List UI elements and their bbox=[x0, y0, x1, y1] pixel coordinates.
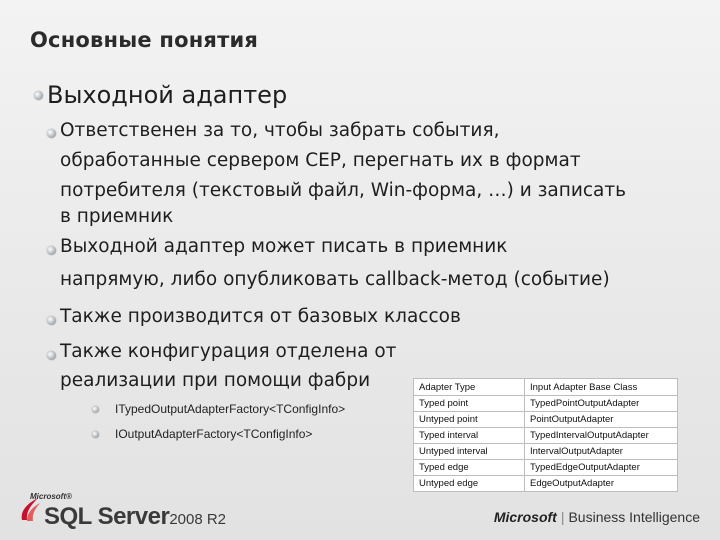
table-cell: Typed point bbox=[414, 396, 525, 412]
table-header-cell: Adapter Type bbox=[414, 379, 525, 396]
bullet-level3: ITypedOutputAdapterFactory<TConfigInfo> bbox=[115, 402, 346, 416]
table-cell: PointOutputAdapter bbox=[525, 412, 678, 428]
bullet-line: обработанные сервером CEP, перегнать их в формат bbox=[60, 150, 581, 171]
bi-branding bbox=[494, 509, 700, 525]
sql-server-version: 2008 R2 bbox=[169, 511, 227, 528]
table-row bbox=[414, 412, 678, 428]
bullet-line: Ответственен за то, чтобы забрать события, bbox=[60, 120, 500, 141]
slide-title: Основные понятия bbox=[30, 28, 259, 52]
brand-separator: | bbox=[560, 509, 565, 525]
microsoft-small-label: Microsoft® bbox=[30, 492, 72, 501]
table-row bbox=[414, 460, 678, 476]
bullet-icon bbox=[47, 129, 56, 138]
table-cell: Untyped edge bbox=[414, 476, 525, 492]
bullet-icon bbox=[92, 406, 99, 413]
bullet-icon bbox=[34, 91, 43, 100]
bullet-icon bbox=[47, 316, 56, 325]
bullet-line: в приемник bbox=[60, 206, 174, 227]
bullet-icon bbox=[92, 431, 99, 438]
sql-server-name: SQL Server bbox=[44, 503, 170, 530]
bullet-level1: Выходной адаптер bbox=[47, 81, 288, 109]
bullet-level3: IOutputAdapterFactory<TConfigInfo> bbox=[115, 427, 313, 441]
table-cell: Untyped point bbox=[414, 412, 525, 428]
microsoft-brand: Microsoft bbox=[493, 509, 557, 525]
table-cell: Untyped interval bbox=[414, 444, 525, 460]
table-row bbox=[414, 476, 678, 492]
bullet-line: Также производится от базовых классов bbox=[60, 306, 461, 327]
table-row bbox=[414, 396, 678, 412]
bullet-line: напрямую, либо опубликовать callback-метод (событие) bbox=[60, 269, 610, 290]
bullet-icon bbox=[47, 246, 56, 255]
table-row bbox=[414, 428, 678, 444]
table-cell: EdgeOutputAdapter bbox=[525, 476, 678, 492]
table-cell: IntervalOutputAdapter bbox=[525, 444, 678, 460]
table-cell: Typed edge bbox=[414, 460, 525, 476]
table-cell: TypedPointOutputAdapter bbox=[525, 396, 678, 412]
adapter-table bbox=[413, 378, 678, 492]
table-header-cell: Input Adapter Base Class bbox=[525, 379, 678, 396]
bullet-line: Выходной адаптер может писать в приемник bbox=[60, 236, 508, 257]
sql-server-wordmark bbox=[44, 503, 226, 531]
table-cell: TypedEdgeOutputAdapter bbox=[525, 460, 678, 476]
table-cell: Typed interval bbox=[414, 428, 525, 444]
bullet-line: реализации при помощи фабри bbox=[60, 370, 371, 391]
table-header-row bbox=[414, 379, 678, 396]
table-row bbox=[414, 444, 678, 460]
table-cell: TypedIntervalOutputAdapter bbox=[525, 428, 678, 444]
bullet-line: потребителя (текстовый файл, Win-форма, …) и записать bbox=[60, 180, 627, 201]
bullet-line: Также конфигурация отделена от bbox=[60, 341, 397, 362]
bi-label: Business Intelligence bbox=[568, 509, 700, 525]
bullet-icon bbox=[47, 351, 56, 360]
